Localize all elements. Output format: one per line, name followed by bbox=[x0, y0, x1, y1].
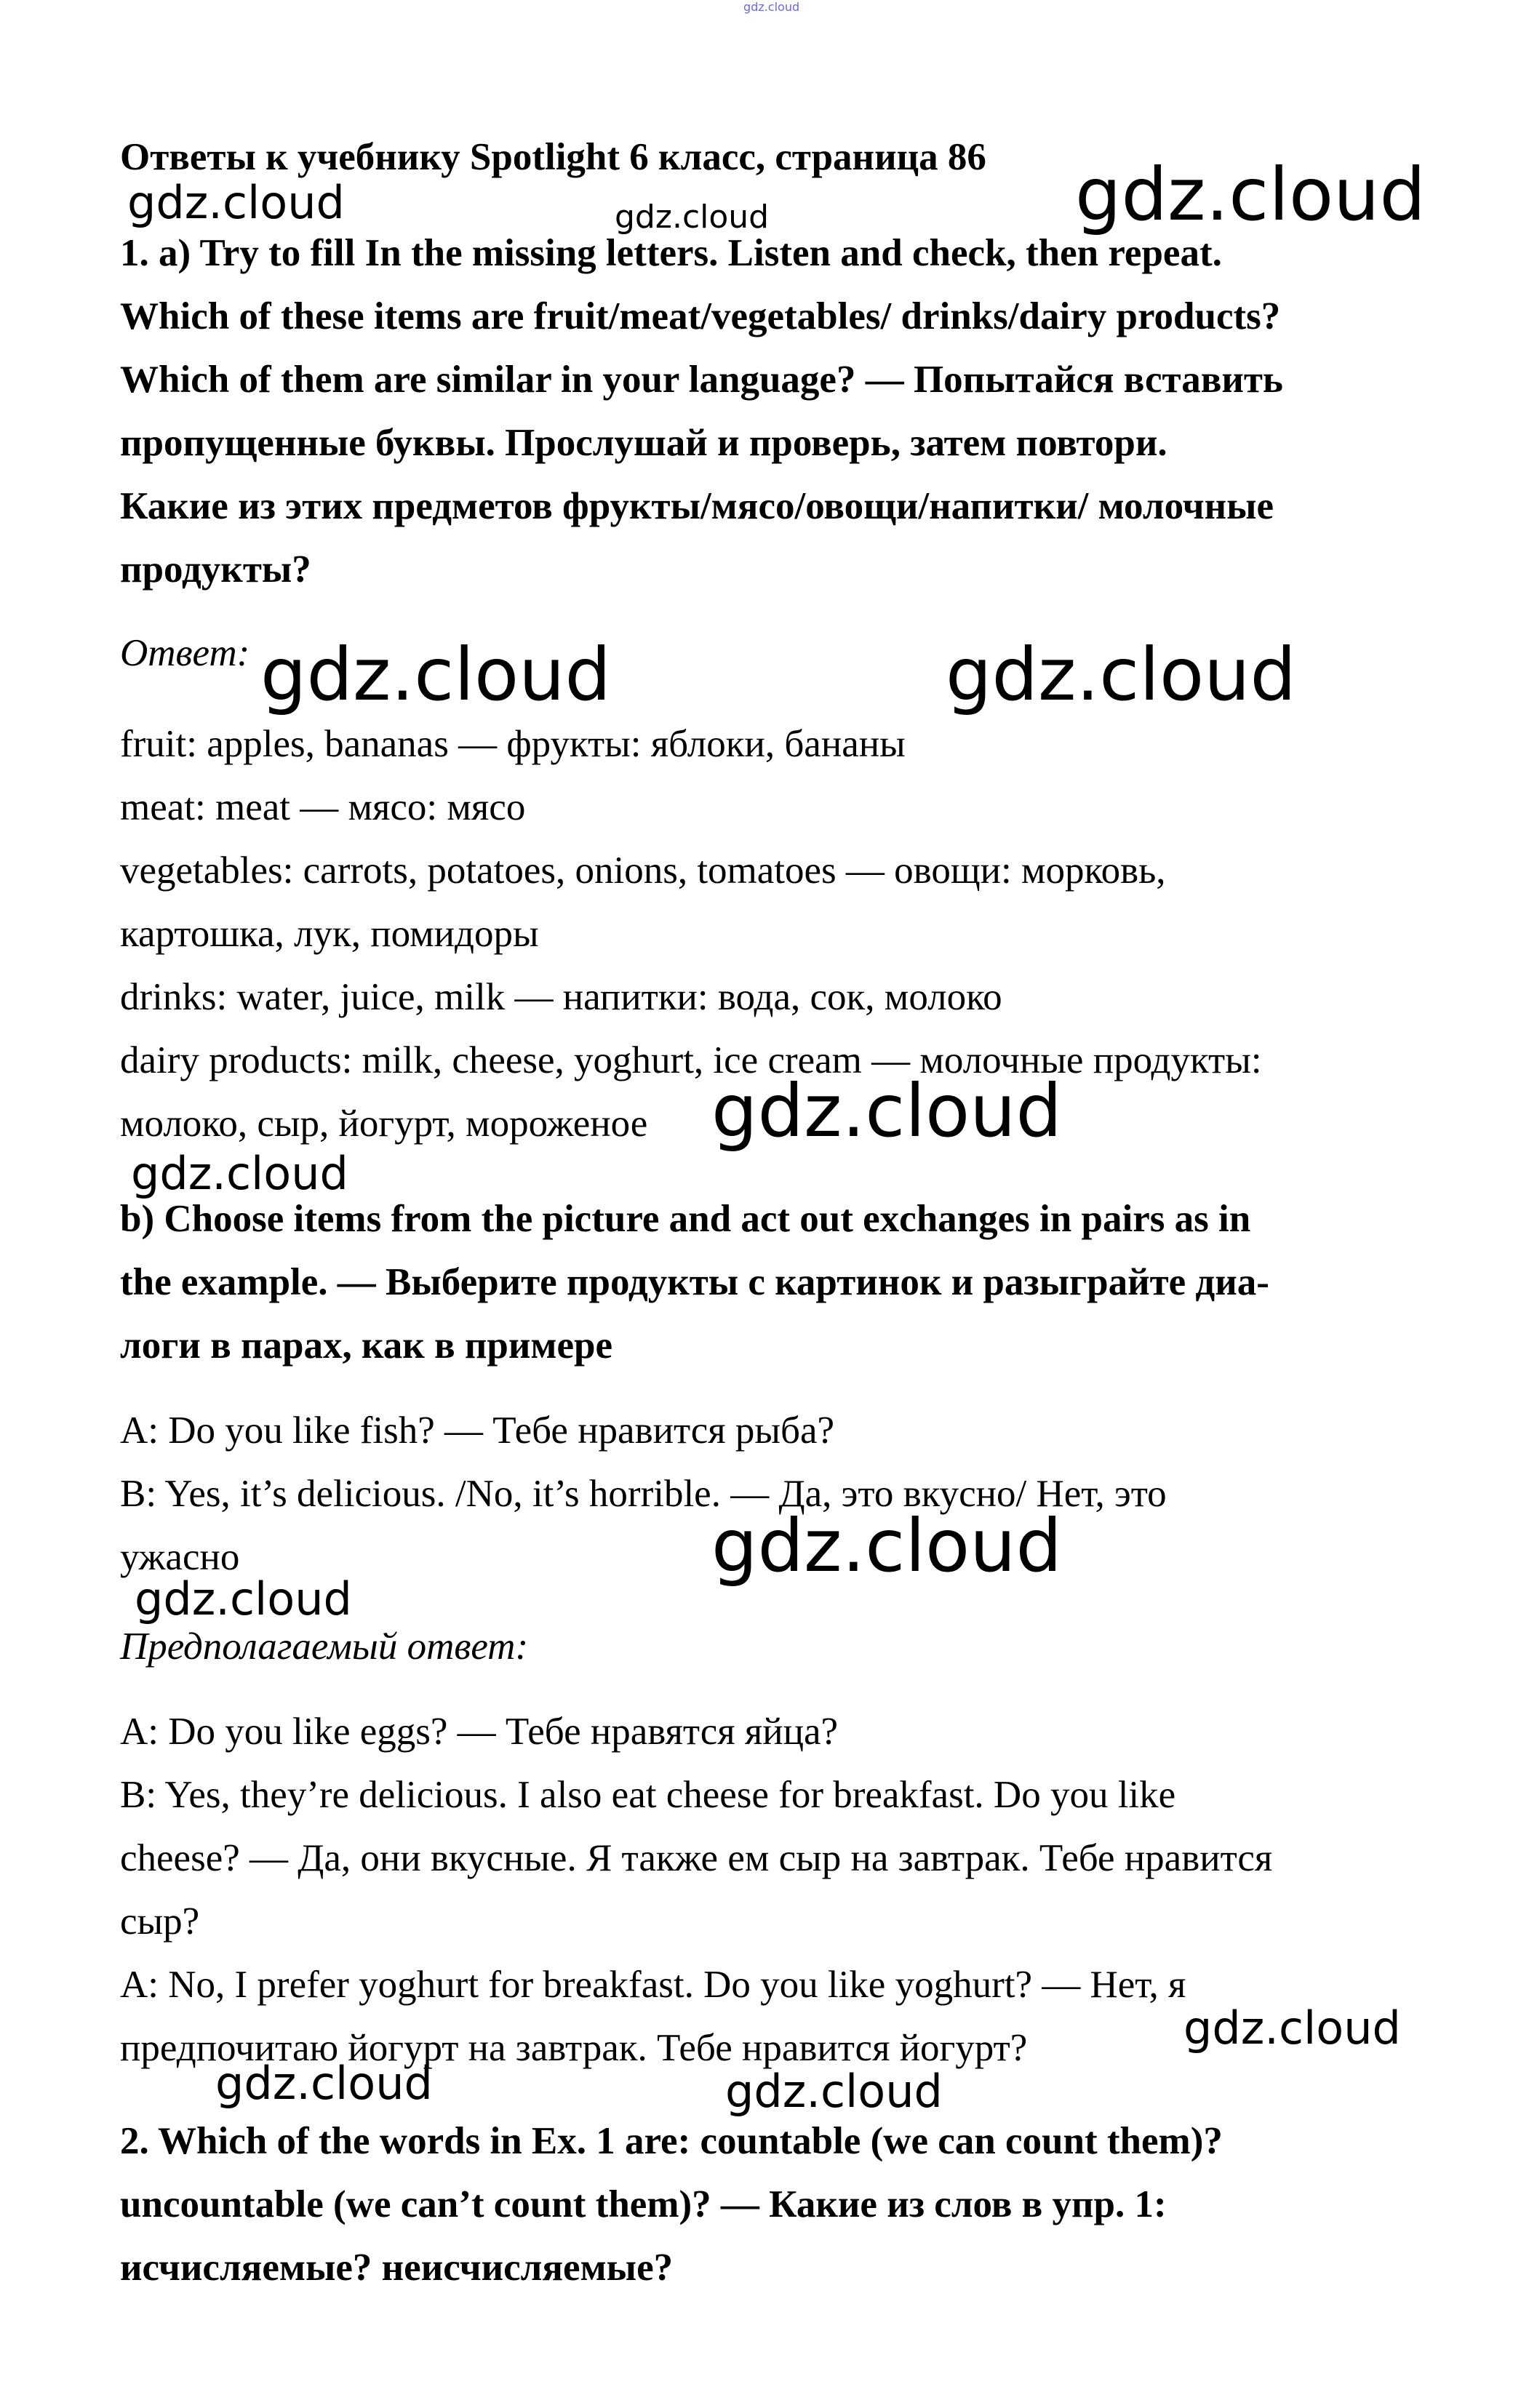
watermark: gdz.cloud bbox=[725, 2065, 943, 2118]
exercise-1a-line: пропущенные буквы. Прослушай и проверь, затем повтори. bbox=[120, 422, 1167, 464]
watermark: gdz.cloud bbox=[1075, 152, 1426, 237]
watermark: gdz.cloud bbox=[135, 1572, 352, 1625]
answer-line: A: No, I prefer yoghurt for breakfast. Do you like yoghurt? — Нет, я bbox=[120, 1964, 1186, 2006]
example-line: B: Yes, it’s delicious. /No, it’s horrible. — Да, это вкусно/ Нет, это bbox=[120, 1473, 1167, 1515]
watermark: gdz.cloud bbox=[711, 1068, 1063, 1153]
example-line: A: Do you like fish? — Тебе нравится рыба? bbox=[120, 1409, 835, 1452]
exercise-1a-line: Which of these items are fruit/meat/vegetables/ drinks/dairy products? bbox=[120, 295, 1281, 337]
watermark-top: gdz.cloud bbox=[743, 0, 800, 14]
watermark: gdz.cloud bbox=[711, 1503, 1063, 1588]
exercise-1a-line: Which of them are similar in your language? — Попытайся вставить bbox=[120, 359, 1283, 401]
example-line: ужасно bbox=[120, 1536, 240, 1578]
exercise-1a-line: Какие из этих предметов фрукты/мясо/овощи/напитки/ молочные bbox=[120, 485, 1274, 527]
page-title: Ответы к учебнику Spotlight 6 класс, страница 86 bbox=[120, 136, 986, 178]
watermark: gdz.cloud bbox=[215, 2057, 433, 2110]
answer-line: A: Do you like eggs? — Тебе нравятся яйца? bbox=[120, 1711, 839, 1753]
answer-line: meat: meat — мясо: мясо bbox=[120, 786, 526, 828]
watermark: gdz.cloud bbox=[131, 1147, 348, 1200]
answer-line: cheese? — Да, они вкусные. Я также ем сыр на завтрак. Тебе нравится bbox=[120, 1837, 1273, 1879]
exercise-2-line: uncountable (we can’t count them)? — Какие из слов в упр. 1: bbox=[120, 2183, 1167, 2225]
answer-line: картошка, лук, помидоры bbox=[120, 913, 539, 955]
answer-line: dairy products: milk, cheese, yoghurt, ice cream — молочные продукты: bbox=[120, 1039, 1262, 1081]
exercise-1a-line: 1. a) Try to fill In the missing letters. Listen and check, then repeat. bbox=[120, 232, 1222, 274]
answer-line: B: Yes, they’re delicious. I also eat cheese for breakfast. Do you like bbox=[120, 1774, 1176, 1816]
answer-label: Предполагаемый ответ: bbox=[120, 1625, 529, 1668]
answer-label: Ответ: bbox=[120, 632, 250, 674]
watermark: gdz.cloud bbox=[946, 632, 1297, 717]
answer-line: молоко, сыр, йогурт, мороженое bbox=[120, 1103, 648, 1145]
answer-line: предпочитаю йогурт на завтрак. Тебе нравится йогурт? bbox=[120, 2027, 1028, 2069]
watermark: gdz.cloud bbox=[127, 176, 345, 229]
answer-line: fruit: apples, bananas — фрукты: яблоки, бананы bbox=[120, 723, 906, 765]
exercise-2-line: 2. Which of the words in Ex. 1 are: countable (we can count them)? bbox=[120, 2120, 1223, 2162]
watermark: gdz.cloud bbox=[260, 632, 612, 717]
answer-line: drinks: water, juice, milk — напитки: вода, сок, молоко bbox=[120, 976, 1002, 1018]
answer-line: сыр? bbox=[120, 1900, 200, 1943]
exercise-2-line: исчисляемые? неисчисляемые? bbox=[120, 2247, 674, 2289]
exercise-1b-line: the example. — Выберите продукты с картинок и разыграйте диа- bbox=[120, 1261, 1269, 1303]
exercise-1b-line: b) Choose items from the picture and act out exchanges in pairs as in bbox=[120, 1198, 1251, 1240]
answer-line: vegetables: carrots, potatoes, onions, tomatoes — овощи: морковь, bbox=[120, 849, 1166, 892]
exercise-1a-line: продукты? bbox=[120, 548, 311, 591]
watermark: gdz.cloud bbox=[1183, 2001, 1401, 2055]
exercise-1b-line: логи в парах, как в примере bbox=[120, 1324, 613, 1367]
watermark: gdz.cloud bbox=[615, 199, 770, 236]
